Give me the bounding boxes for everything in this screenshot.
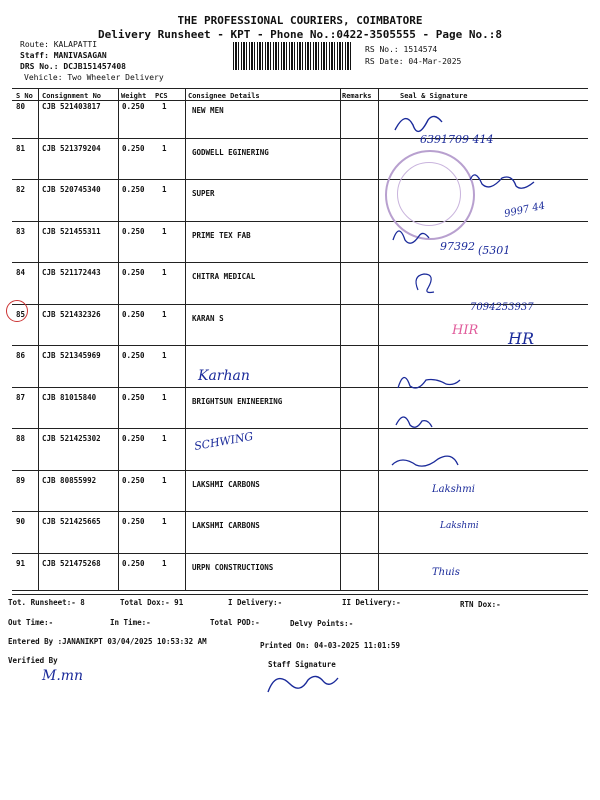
weight-value: 0.250 <box>122 558 145 568</box>
row-divider <box>12 304 588 305</box>
pcs-value: 1 <box>162 268 167 277</box>
pcs-value: 1 <box>162 475 167 485</box>
serial-number: 81 <box>16 143 26 153</box>
row-divider <box>12 387 588 388</box>
rs-date: RS Date: 04-Mar-2025 <box>365 57 462 66</box>
pcs-value: 1 <box>162 309 167 319</box>
col-divider <box>118 88 119 590</box>
consignee-name: PRIME TEX FAB <box>192 230 251 240</box>
row-divider <box>12 511 588 512</box>
tot-runsheet: Tot. Runsheet:- 8 <box>8 598 85 607</box>
col-remarks: Remarks <box>342 92 372 100</box>
name-90: Lakshmi <box>440 521 479 531</box>
company-title: THE PROFESSIONAL COURIERS, COIMBATORE <box>177 14 423 27</box>
name-86: Karhan <box>198 368 250 384</box>
staff-signature-label: Staff Signature <box>268 660 336 669</box>
in-time: In Time:- <box>110 618 151 627</box>
serial-number: 82 <box>16 185 26 194</box>
row-divider <box>12 428 588 429</box>
row-divider <box>12 594 588 595</box>
pcs-value: 1 <box>162 102 167 111</box>
row-divider <box>12 470 588 471</box>
serial-number: 88 <box>16 434 26 443</box>
runsheet-subtitle: Delivery Runsheet - KPT - Phone No.:0422-3505555 - Page No.:8 <box>98 28 502 41</box>
number-83: 97392 <box>440 240 475 253</box>
verified-by-label: Verified By <box>8 656 58 665</box>
out-time: Out Time:- <box>8 618 54 627</box>
consignment-number: CJB 520745340 <box>42 185 101 194</box>
col-divider <box>340 88 341 590</box>
pcs-value: 1 <box>162 392 167 402</box>
consignment-number: CJB 521425302 <box>42 434 101 443</box>
vehicle-info: Vehicle: Two Wheeler Delivery <box>24 73 164 82</box>
weight-value: 0.250 <box>122 102 145 111</box>
col-divider <box>378 88 379 590</box>
hr-blue: HR <box>508 329 534 348</box>
pcs-value: 1 <box>162 226 167 236</box>
signature-80 <box>395 116 442 131</box>
hr-pink: HIR <box>452 323 479 338</box>
red-circle-mark <box>6 300 28 322</box>
total-pod: Total POD:- <box>210 618 260 627</box>
table-bottom-border <box>12 590 588 591</box>
weight-value: 0.250 <box>122 392 145 402</box>
entered-by: Entered By :JANANIKPT 03/04/2025 10:53:32 AM <box>8 637 207 646</box>
printed-on: Printed On: 04-03-2025 11:01:59 <box>260 641 400 650</box>
table-header-border <box>12 100 588 101</box>
serial-number: 91 <box>16 558 26 568</box>
pcs-value: 1 <box>162 434 167 443</box>
pcs-value: 1 <box>162 517 167 526</box>
row-divider <box>12 221 588 222</box>
weight-value: 0.250 <box>122 434 145 443</box>
consignment-number: CJB 81015840 <box>42 392 97 402</box>
weight-value: 0.250 <box>122 185 145 194</box>
serial-number: 86 <box>16 351 26 360</box>
signature-87 <box>396 417 432 427</box>
row-divider <box>12 345 588 346</box>
serial-number: 83 <box>16 226 26 236</box>
col-weight: Weight <box>121 92 147 100</box>
weight-value: 0.250 <box>122 143 145 153</box>
weight-value: 0.250 <box>122 517 145 526</box>
serial-number: 80 <box>16 102 26 111</box>
signature-88 <box>392 456 458 466</box>
serial-number: 87 <box>16 392 26 402</box>
consignment-number: CJB 521379204 <box>42 143 101 153</box>
rtn-dox: RTN Dox:- <box>460 600 501 609</box>
route-info: Route: KALAPATTI <box>20 40 98 49</box>
company-seal-stamp <box>385 150 475 240</box>
consignee-name: BRIGHTSUN ENINEERING <box>192 396 283 406</box>
pcs-value: 1 <box>162 185 167 194</box>
consignment-number: CJB 521345969 <box>42 351 101 360</box>
i-delivery: I Delivery:- <box>228 598 283 607</box>
col-divider <box>185 88 186 590</box>
consignee-name: CHITRA MEDICAL <box>192 272 256 281</box>
consignment-number: CJB 521455311 <box>42 226 101 236</box>
consignment-number: CJB 521403817 <box>42 102 101 111</box>
phone-80: 6391709 414 <box>420 133 494 146</box>
total-dox: Total Dox:- 91 <box>120 598 184 607</box>
col-seal-signature: Seal & Signature <box>400 92 468 100</box>
table-top-border <box>12 88 588 89</box>
consignee-name: SUPER <box>192 189 215 198</box>
verified-signature: M.mn <box>42 668 84 684</box>
row-divider <box>12 262 588 263</box>
row-divider <box>12 553 588 554</box>
signature-82 <box>470 175 534 188</box>
consignee-name: URPN CONSTRUCTIONS <box>192 562 274 572</box>
consignment-number: CJB 80855992 <box>42 475 97 485</box>
col-pcs: PCS <box>155 92 168 100</box>
consignee-name: KARAN S <box>192 313 224 323</box>
consignee-name: LAKSHMI CARBONS <box>192 521 260 530</box>
consignment-number: CJB 521475268 <box>42 558 101 568</box>
staff-info: Staff: MANIVASAGAN <box>20 51 107 60</box>
name-91: Thuis <box>432 567 460 578</box>
number-83b: (5301 <box>478 244 511 257</box>
consignee-name: GODWELL EGINERING <box>192 147 269 157</box>
row-divider <box>12 179 588 180</box>
serial-number: 89 <box>16 475 26 485</box>
weight-value: 0.250 <box>122 475 145 485</box>
consignment-number: CJB 521172443 <box>42 268 101 277</box>
weight-value: 0.250 <box>122 226 145 236</box>
consignee-name: NEW MEN <box>192 106 224 115</box>
consignment-number: CJB 521425665 <box>42 517 101 526</box>
pcs-value: 1 <box>162 558 167 568</box>
number-82: 9997 44 <box>503 200 547 220</box>
weight-value: 0.250 <box>122 309 145 319</box>
col-sno: S No <box>16 92 33 100</box>
phone-85: 7094253937 <box>470 302 534 313</box>
col-consignee: Consignee Details <box>188 92 260 100</box>
consignment-number: CJB 521432326 <box>42 309 101 319</box>
ii-delivery: II Delivery:- <box>342 598 401 607</box>
consignee-name: LAKSHMI CARBONS <box>192 479 260 489</box>
col-consignment: Consignment No <box>42 92 102 100</box>
row-divider <box>12 138 588 139</box>
barcode <box>233 42 351 70</box>
col-divider <box>38 88 39 590</box>
pcs-value: 1 <box>162 143 167 153</box>
rs-number: RS No.: 1514574 <box>365 45 438 54</box>
serial-number: 84 <box>16 268 26 277</box>
signature-84 <box>416 274 434 293</box>
delvy-points: Delvy Points:- <box>290 619 354 628</box>
drs-info: DRS No.: DCJB151457408 <box>20 62 126 71</box>
serial-number: 90 <box>16 517 26 526</box>
name-89: Lakshmi <box>432 484 475 495</box>
serial-number: 85 <box>16 309 26 319</box>
pcs-value: 1 <box>162 351 167 360</box>
weight-value: 0.250 <box>122 351 145 360</box>
weight-value: 0.250 <box>122 268 145 277</box>
staff-signature-scribble <box>268 676 338 692</box>
name-88: SCHWING <box>193 429 255 453</box>
